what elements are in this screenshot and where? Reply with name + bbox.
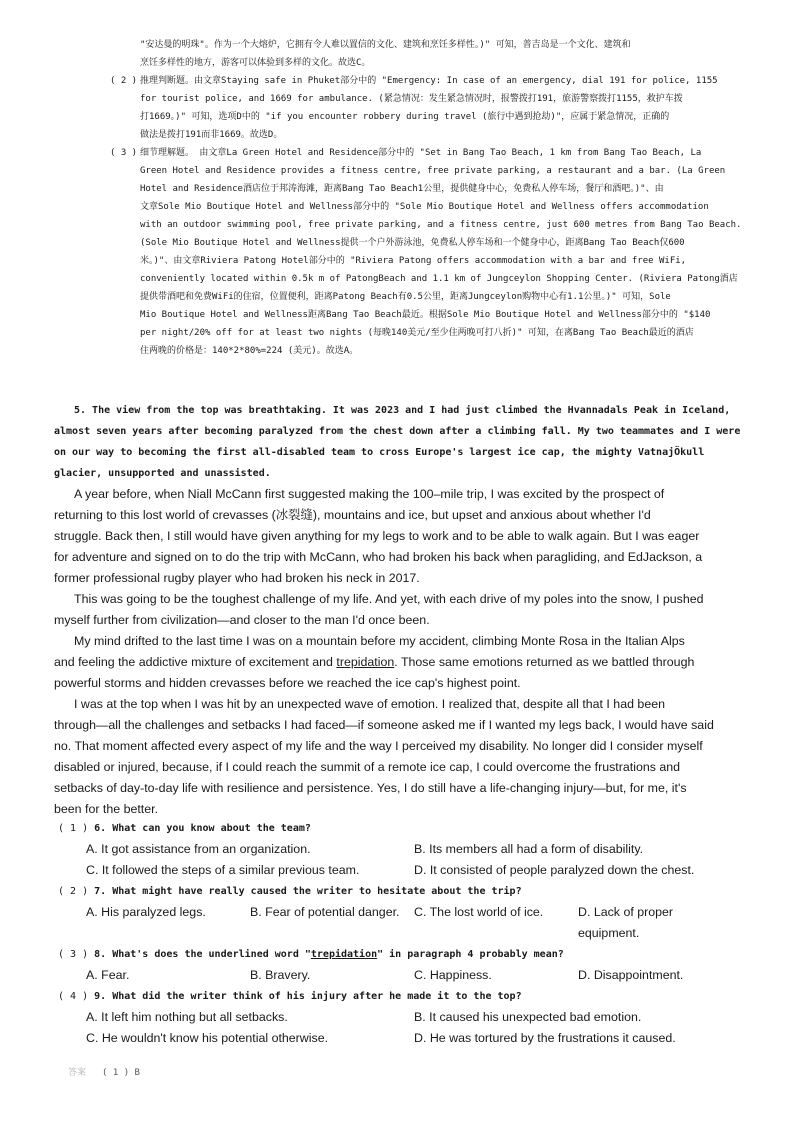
option-c[interactable]: C. The lost world of ice.: [414, 905, 544, 919]
option-row: [58, 1007, 748, 1028]
option-c[interactable]: C. It followed the steps of a similar previous team.: [86, 863, 360, 877]
question-number: ( 2 ): [58, 886, 89, 897]
paragraph-text: and feeling the addictive mixture of excitement and: [54, 655, 337, 669]
reading-passage: [54, 400, 744, 820]
option-row: [58, 839, 748, 860]
question-number: ( 1 ): [58, 823, 89, 834]
option-d[interactable]: D. Lack of proper equipment.: [578, 905, 674, 940]
passage-intro-line: 5. The view from the top was breathtaking. It was 2023 and I had just climbed the Hvannadals Peak in Iceland,: [74, 405, 731, 416]
underlined-word: trepidation: [310, 949, 378, 960]
explanation-number: ( 2 ): [110, 76, 138, 86]
question-text: " in paragraph 4 probably mean?: [377, 949, 564, 960]
paragraph-line: struggle. Back then, I still would have given anything for my legs to work and to be able to walk again. But I was eager: [54, 529, 700, 543]
paragraph-line: [54, 652, 744, 673]
answer-line: [68, 1066, 140, 1080]
explanation-line: per night/20% off for at least two nights (每晚140美元/至少住两晚可打八折)" 可知，在离Bang Tao Beach最近的酒店: [140, 328, 694, 338]
option-a[interactable]: A. It left him nothing but all setbacks.: [86, 1010, 288, 1024]
paragraph-line: for adventure and signed on to do the trip with McCann, who had broken his back when paragliding, and EdJackson, a: [54, 550, 703, 564]
explanation-line: for tourist police, and 1669 for ambulance. (紧急情况：发生紧急情况时，报警拨打191，旅游警察拨打1155，救护车拨: [140, 94, 683, 104]
passage-intro-line: glacier, unsupported and unassisted.: [54, 468, 271, 479]
passage-intro-line: almost seven years after becoming paralyzed from the chest down after a climbing fall. My two teammates and I were: [54, 426, 741, 437]
explanation-line: 打1669。)" 可知，选项D中的 "if you encounter robbery during travel (旅行中遇到抢劫)"，应属于紧急情况，正确的: [140, 112, 670, 122]
answer-explanations: [110, 36, 742, 360]
option-c[interactable]: C. Happiness.: [414, 968, 492, 982]
option-a[interactable]: A. His paralyzed legs.: [86, 905, 206, 919]
option-row: [58, 1028, 748, 1049]
paragraph-line: no. That moment affected every aspect of my life and the way I perceived my disability. No longer did I consider myself: [54, 739, 703, 753]
option-a[interactable]: A. Fear.: [86, 968, 130, 982]
option-d[interactable]: D. Disappointment.: [578, 968, 684, 982]
question-text: 6. What can you know about the team?: [94, 823, 311, 834]
passage-paragraph-4: [54, 694, 744, 820]
question-stem: [58, 818, 748, 839]
explanation-line: 文章Sole Mio Boutique Hotel and Wellness部分中的 "Sole Mio Boutique Hotel and Wellness offers accommodation: [140, 202, 709, 212]
explanation-item-2: [110, 72, 730, 144]
paragraph-line: I was at the top when I was hit by an unexpected wave of emotion. I realized that, despite all that I had been: [74, 697, 665, 711]
option-a[interactable]: A. It got assistance from an organization.: [86, 842, 311, 856]
passage-intro: [54, 400, 744, 484]
paragraph-line: My mind drifted to the last time I was on a mountain before my accident, climbing Monte Rosa in the Italian Alps: [74, 634, 685, 648]
explanation-line: with an outdoor swimming pool, free private parking, and a fitness centre, just 600 metres from Bang Tao Beach.: [140, 220, 742, 230]
option-d[interactable]: D. It consisted of people paralyzed down the chest.: [414, 863, 695, 877]
paragraph-line: powerful storms and hidden crevasses before we reached the ice cap's highest point.: [54, 676, 521, 690]
answer-value: ( 1 ) B: [102, 1068, 140, 1078]
explanation-continuation-line: "安达曼的明珠"。作为一个大熔炉，它拥有令人难以置信的文化、建筑和烹饪多样性。)" 可知，普吉岛是一个文化、建筑和: [140, 40, 631, 50]
option-b[interactable]: B. It caused his unexpected bad emotion.: [414, 1010, 642, 1024]
question-text: 7. What might have really caused the writer to hesitate about the trip?: [94, 886, 522, 897]
question-stem: [58, 944, 748, 965]
question-text: 8. What's does the underlined word ": [94, 949, 311, 960]
explanation-line: conveniently located within 0.5k m of PatongBeach and 1.1 km of Jungceylon Shopping Center. (Riviera Patong酒店: [140, 274, 738, 284]
question-6: [58, 818, 748, 881]
option-row: [58, 965, 748, 986]
question-number: ( 4 ): [58, 991, 89, 1002]
question-8: [58, 944, 748, 986]
paragraph-line: disabled or injured, because, if I could reach the summit of a remote ice cap, I could overcome the frustrations and: [54, 760, 681, 774]
question-number: ( 3 ): [58, 949, 89, 960]
explanation-line: 推理判断题。由文章Staying safe in Phuket部分中的 "Emergency: In case of an emergency, dial 191 for police, 1155: [140, 76, 718, 86]
option-row: [58, 860, 748, 881]
question-9: [58, 986, 748, 1049]
explanation-line: Hotel and Residence酒店位于邦涛海滩，距离Bang Tao Beach1公里，提供健身中心，免费私人停车场，餐厅和酒吧。)"、由: [140, 184, 664, 194]
paragraph-line: through—all the challenges and setbacks I had faced—if someone asked me if I wanted my legs back, I would have said: [54, 718, 714, 732]
question-list: [58, 818, 748, 1049]
option-c[interactable]: C. He wouldn't know his potential otherwise.: [86, 1031, 329, 1045]
paragraph-line: been for the better.: [54, 802, 159, 816]
explanation-line: 提供带酒吧和免费WiFi的住宿，位置便利，距离Patong Beach有0.5公里，距离Jungceylon购物中心有1.1公里。)" 可知，Sole: [140, 292, 671, 302]
question-7: [58, 881, 748, 944]
explanation-line: Mio Boutique Hotel and Wellness距离Bang Tao Beach最近。根据Sole Mio Boutique Hotel and Wellness部分中的 "$140: [140, 310, 711, 320]
explanation-item-3: [110, 144, 742, 360]
explanation-line: 细节理解题。 由文章La Green Hotel and Residence部分中的 "Set in Bang Tao Beach, 1 km from Bang Tao Beach, La: [140, 148, 702, 158]
question-stem: [58, 881, 748, 902]
passage-intro-line: on our way to becoming the first all-disabled team to cross Europe's largest ice cap, the mighty VatnajÖkull: [54, 447, 705, 458]
question-stem: [58, 986, 748, 1007]
explanation-line: 住两晚的价格是：140*2*80%=224 (美元)。故选A。: [140, 346, 359, 356]
passage-paragraph-1: [54, 484, 744, 589]
paragraph-text: . Those same emotions returned as we battled through: [394, 655, 695, 669]
explanation-line: Green Hotel and Residence provides a fitness centre, free private parking, a restaurant and a bar. (La Green: [140, 166, 726, 176]
option-b[interactable]: B. Its members all had a form of disability.: [414, 842, 644, 856]
paragraph-line: A year before, when Niall McCann first suggested making the 100–mile trip, I was excited by the prospect of: [74, 487, 665, 501]
answer-label: 答案: [68, 1068, 87, 1078]
option-b[interactable]: B. Bravery.: [250, 968, 311, 982]
passage-paragraph-2: [54, 589, 744, 631]
paragraph-line: returning to this lost world of crevasses (冰裂缝), mountains and ice, but upset and anxious about whether I'd: [54, 508, 651, 522]
paragraph-line: setbacks of day-to-day life with resilience and persistence. Yes, I do still have a life-changing injury—but, for me, it's: [54, 781, 687, 795]
question-text: 9. What did the writer think of his injury after he made it to the top?: [94, 991, 522, 1002]
explanation-line: 做法是拨打191而非1669。故选D。: [140, 130, 283, 140]
option-b[interactable]: B. Fear of potential danger.: [250, 905, 400, 919]
paragraph-line: former professional rugby player who had broken his neck in 2017.: [54, 571, 420, 585]
paragraph-line: This was going to be the toughest challenge of my life. And yet, with each drive of my poles into the snow, I pushed: [74, 592, 704, 606]
paragraph-line: myself further from civilization—and closer to the man I'd once been.: [54, 613, 430, 627]
underlined-word: trepidation: [336, 655, 395, 669]
explanation-number: ( 3 ): [110, 148, 138, 158]
explanation-line: (Sole Mio Boutique Hotel and Wellness提供一个户外游泳池，免费私人停车场和一个健身中心，距离Bang Tao Beach仅600: [140, 238, 685, 248]
option-d[interactable]: D. He was tortured by the frustrations it caused.: [414, 1031, 676, 1045]
option-row: [58, 902, 748, 944]
explanation-continuation-line: 烹饪多样性的地方，游客可以体验到多样的文化。故选C。: [140, 58, 371, 68]
passage-paragraph-3: [54, 631, 744, 694]
explanation-line: 米。)"、由文章Riviera Patong Hotel部分中的 "Riviera Patong offers accommodation with a bar and free WiFi,: [140, 256, 687, 266]
